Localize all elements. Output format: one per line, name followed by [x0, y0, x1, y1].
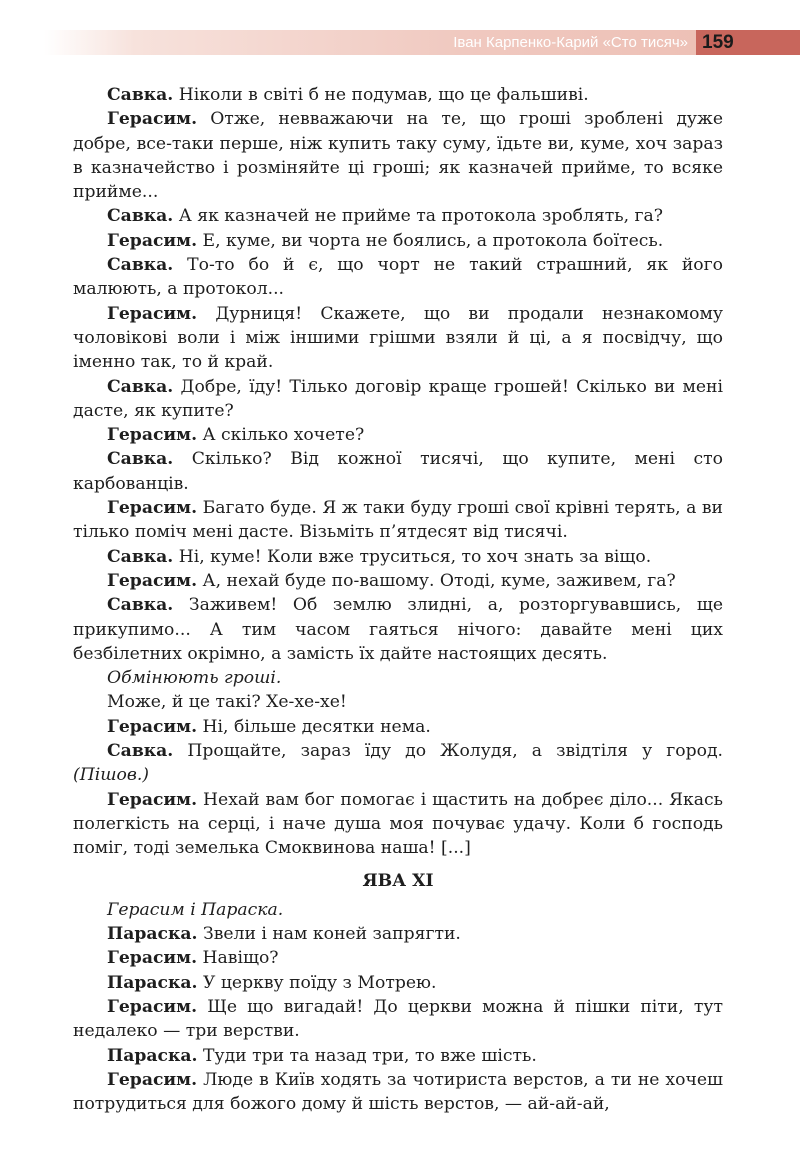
speaker-name: Герасим. — [107, 1069, 198, 1090]
dialogue-line — [73, 204, 723, 228]
line-text: Навіщо? — [197, 948, 279, 969]
dialogue-line — [73, 1068, 723, 1117]
line-text: Добре, їду! Тілько договір краще грошей! Скілько ви мені дасте, як купите? — [73, 376, 723, 421]
dialogue-line — [73, 739, 723, 788]
line-text: Люде в Київ ходять за чотириста верстов, а ти не хочеш потрудиться для божого дому й шість верстов, — ай-ай-ай, — [73, 1069, 723, 1115]
line-text: Багато буде. Я ж таки буду гроші свої крівні терять, а ви тілько поміч мені дасте. Візьміть п’ятдесят від тисячі. — [73, 498, 723, 543]
speaker-name: Савка. — [107, 85, 174, 105]
dialogue-line — [73, 593, 723, 666]
dialogue-line — [73, 375, 723, 424]
dialogue-line — [73, 496, 723, 545]
dialogue-line — [73, 83, 723, 107]
line-text: Скілько? Від кожної тисячі, що купите, мені сто карбованців. — [73, 449, 723, 494]
line-text: Туди три та назад три, то вже шість. — [197, 1045, 537, 1066]
line-text: Ні, більше десятки нема. — [197, 716, 431, 737]
dialogue-line — [73, 447, 723, 496]
dialogue-line-continued: Може, й це такі? Хе-хе-хе! — [107, 692, 347, 713]
dialogue-line — [73, 1044, 723, 1068]
line-text: А, нехай буде по-вашому. Отоді, куме, заживем, га? — [197, 570, 676, 591]
speaker-name: Герасим. — [107, 109, 198, 130]
dialogue-line — [73, 715, 723, 739]
running-header-title: Іван Карпенко-Карий «Сто тисяч» — [453, 34, 688, 51]
speaker-name: Герасим. — [107, 230, 198, 251]
dialogue-line — [73, 423, 723, 447]
dialogue-line — [73, 946, 723, 970]
speaker-name: Герасим. — [107, 303, 198, 324]
speaker-name: Савка. — [107, 741, 174, 762]
speaker-name: Герасим. — [107, 789, 198, 810]
line-text: Звели і нам коней запрягти. — [197, 924, 461, 945]
dialogue-line — [73, 545, 723, 569]
scene-cast: Герасим і Параска. — [107, 899, 284, 920]
dialogue-line — [73, 107, 723, 204]
line-text: Нехай вам бог помогає і щастить на добреє діло... Якась полегкість на серці, і наче душа моя почуває удачу. Коли б господь поміг, тоді земелька Смоквинова наша! [...] — [73, 789, 723, 859]
dialogue-line — [73, 788, 723, 861]
speaker-name: Савка. — [107, 595, 174, 616]
line-text: А скілько хочете? — [197, 425, 365, 446]
dialogue-line — [73, 971, 723, 995]
line-text: У церкву поїду з Мотрею. — [197, 972, 437, 993]
dialogue-line — [73, 253, 723, 302]
dialogue-line — [73, 922, 723, 946]
line-text: То-то бо й є, що чорт не такий страшний, як його малюють, а протокол... — [73, 255, 723, 300]
speaker-name: Параска. — [107, 1045, 198, 1066]
line-text: Ні, куме! Коли вже труситься, то хоч знать за віщо. — [173, 546, 652, 567]
speaker-name: Савка. — [107, 255, 174, 276]
dialogue-line — [73, 569, 723, 593]
line-text: Заживем! Об землю злидні, а, розторгувавшись, ще прикупимо... А тим часом гаяться нічого: давайте мені цих безбілетних окрімно, а замість їх дайте настоящих десять. — [73, 595, 723, 664]
speaker-name: Герасим. — [107, 498, 198, 519]
line-text: А як казначей не прийме та протокола зроблять, га? — [173, 206, 663, 227]
speaker-name: Герасим. — [107, 948, 198, 969]
scene-heading: ЯВА XI — [362, 870, 434, 891]
speaker-name: Савка. — [107, 546, 174, 567]
line-text: Ще що вигадай! До церкви можна й пішки піти, тут недалеко — три верстви. — [73, 996, 723, 1042]
speaker-name: Герасим. — [107, 570, 198, 591]
speaker-name: Параска. — [107, 972, 198, 993]
speaker-name: Параска. — [107, 924, 198, 945]
line-text: Дурниця! Скажете, що ви продали незнакомому чоловікові воли і між іншими грішми взяли й ці, а я посвідчу, що іменно так, то й край. — [73, 303, 723, 373]
line-text: Ніколи в світі б не подумав, що це фальшиві. — [173, 85, 589, 105]
page-body — [73, 83, 723, 1116]
line-text: Прощайте, зараз їду до Жолудя, а звідтіля у город. — [173, 741, 723, 762]
speaker-name: Герасим. — [107, 716, 198, 737]
dialogue-line — [73, 995, 723, 1044]
dialogue-line — [73, 229, 723, 253]
line-text: Отже, невважаючи на те, що гроші зроблені дуже добре, все-таки перше, ніж купить таку суму, їдьте ви, куме, хоч зараз в казначейство і розміняйте ці гроші; як казначей прийме, то всяке прийме... — [73, 109, 723, 203]
speaker-name: Герасим. — [107, 425, 198, 446]
page-number: 159 — [696, 30, 800, 55]
speaker-name: Герасим. — [107, 996, 198, 1017]
line-text: Е, куме, ви чорта не боялись, а протокола боїтесь. — [197, 230, 664, 251]
speaker-name: Савка. — [107, 376, 174, 397]
stage-direction-inline: (Пішов.) — [73, 765, 149, 786]
speaker-name: Савка. — [107, 206, 174, 227]
stage-direction: Обмінюють гроші. — [107, 668, 282, 689]
dialogue-line — [73, 302, 723, 375]
speaker-name: Савка. — [107, 449, 174, 470]
